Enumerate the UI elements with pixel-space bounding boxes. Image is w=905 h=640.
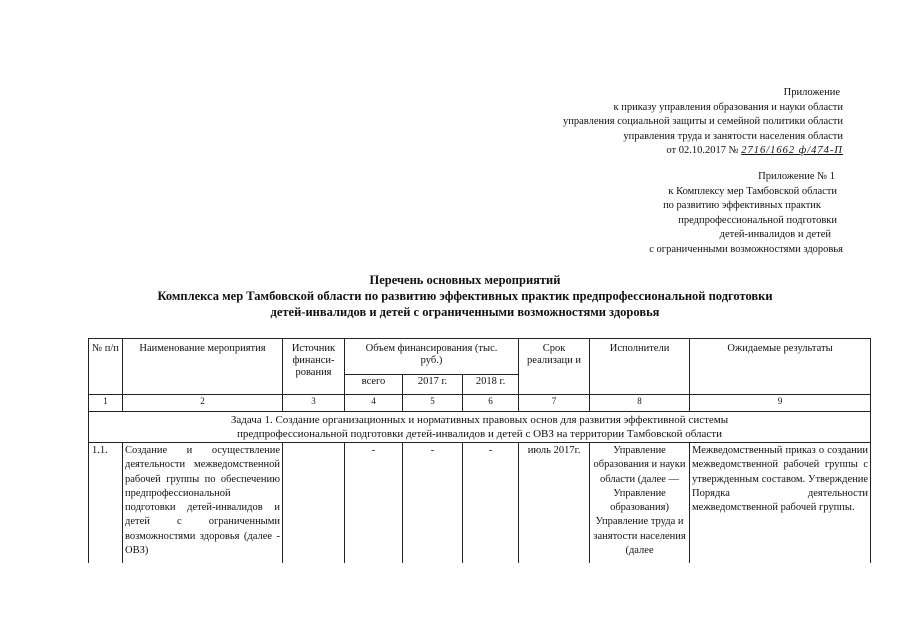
header-source: Источник финанси-рования (283, 339, 345, 395)
annex-1-line: по развитию эффективных практик (663, 200, 821, 211)
title-line: Перечень основных мероприятий (369, 273, 561, 287)
row-executors: Управление образования и науки области (далее — Управление образования) Управление труда и занятости населения (далее (590, 443, 690, 564)
document-title (40, 272, 890, 320)
column-index: 6 (463, 395, 519, 412)
table-header-row (89, 339, 871, 375)
row-number: 1.1. (89, 443, 123, 564)
header-total: всего (345, 375, 403, 395)
annex-1-line: Приложение № 1 (758, 171, 835, 182)
annex-1-line: с ограниченными возможностями здоровья (649, 243, 843, 255)
row-source (283, 443, 345, 564)
task-heading (89, 412, 871, 443)
header-results: Ожидаемые результаты (690, 339, 871, 395)
column-index: 2 (123, 395, 283, 412)
annex-line: Приложение (783, 87, 840, 98)
column-index-row (89, 395, 871, 412)
annex-1-line: предпрофессиональной подготовки (678, 214, 837, 226)
title-line: детей-инвалидов и детей с ограниченными возможностями здоровья (270, 305, 660, 319)
column-index: 4 (345, 395, 403, 412)
task-line: Задача 1. Создание организационных и нормативных правовых основ для развития эффективной системы (230, 414, 729, 426)
column-index: 3 (283, 395, 345, 412)
annex-line: управления социальной защиты и семейной политики области (563, 116, 843, 127)
annex-order-number: 2716/1662 ф/474-П (741, 145, 843, 156)
annex-1-header (649, 170, 843, 257)
row-2018: - (463, 443, 519, 564)
annex-1-line: к Комплексу мер Тамбовской области (668, 185, 837, 197)
row-name: Создание и осуществление деятельности межведомственной рабочей группы по обеспечению предпрофессиональной подготовки детей-инвалидов и детей с ограниченными возможностями здоровья (далее - ОВЗ) (123, 443, 283, 564)
header-volume: Объем финансирования (тыс. руб.) (345, 339, 519, 375)
column-index: 7 (519, 395, 590, 412)
annex-line: к приказу управления образования и науки области (613, 101, 843, 113)
header-executors: Исполнители (590, 339, 690, 395)
title-line: Комплекса мер Тамбовской области по развитию эффективных практик предпрофессиональной подготовки (157, 289, 773, 303)
column-index: 9 (690, 395, 871, 412)
header-num: № п/п (89, 339, 123, 395)
annex-header (563, 86, 843, 159)
header-2018: 2018 г. (463, 375, 519, 395)
annex-line: управления труда и занятости населения области (623, 130, 843, 142)
annex-1-line: детей-инвалидов и детей (719, 229, 831, 240)
table-row (89, 443, 871, 564)
row-term: июль 2017г. (519, 443, 590, 564)
task-row (89, 412, 871, 443)
column-index: 8 (590, 395, 690, 412)
annex-date: от 02.10.2017 № (666, 145, 739, 156)
row-total: - (345, 443, 403, 564)
row-results: Межведомственный приказ о создании межведомственной рабочей группы с утвержденным составом. Утверждение Порядка деятельности межведомственной рабочей группы. (690, 443, 871, 564)
annex-order-line (563, 144, 843, 159)
column-index: 1 (89, 395, 123, 412)
measures-table (88, 338, 871, 563)
row-2017: - (403, 443, 463, 564)
header-name: Наименование мероприятия (123, 339, 283, 395)
header-2017: 2017 г. (403, 375, 463, 395)
task-line: предпрофессиональной подготовки детей-инвалидов и детей с ОВЗ на территории Тамбовской области (237, 428, 722, 440)
header-term: Срок реализаци и (519, 339, 590, 395)
column-index: 5 (403, 395, 463, 412)
